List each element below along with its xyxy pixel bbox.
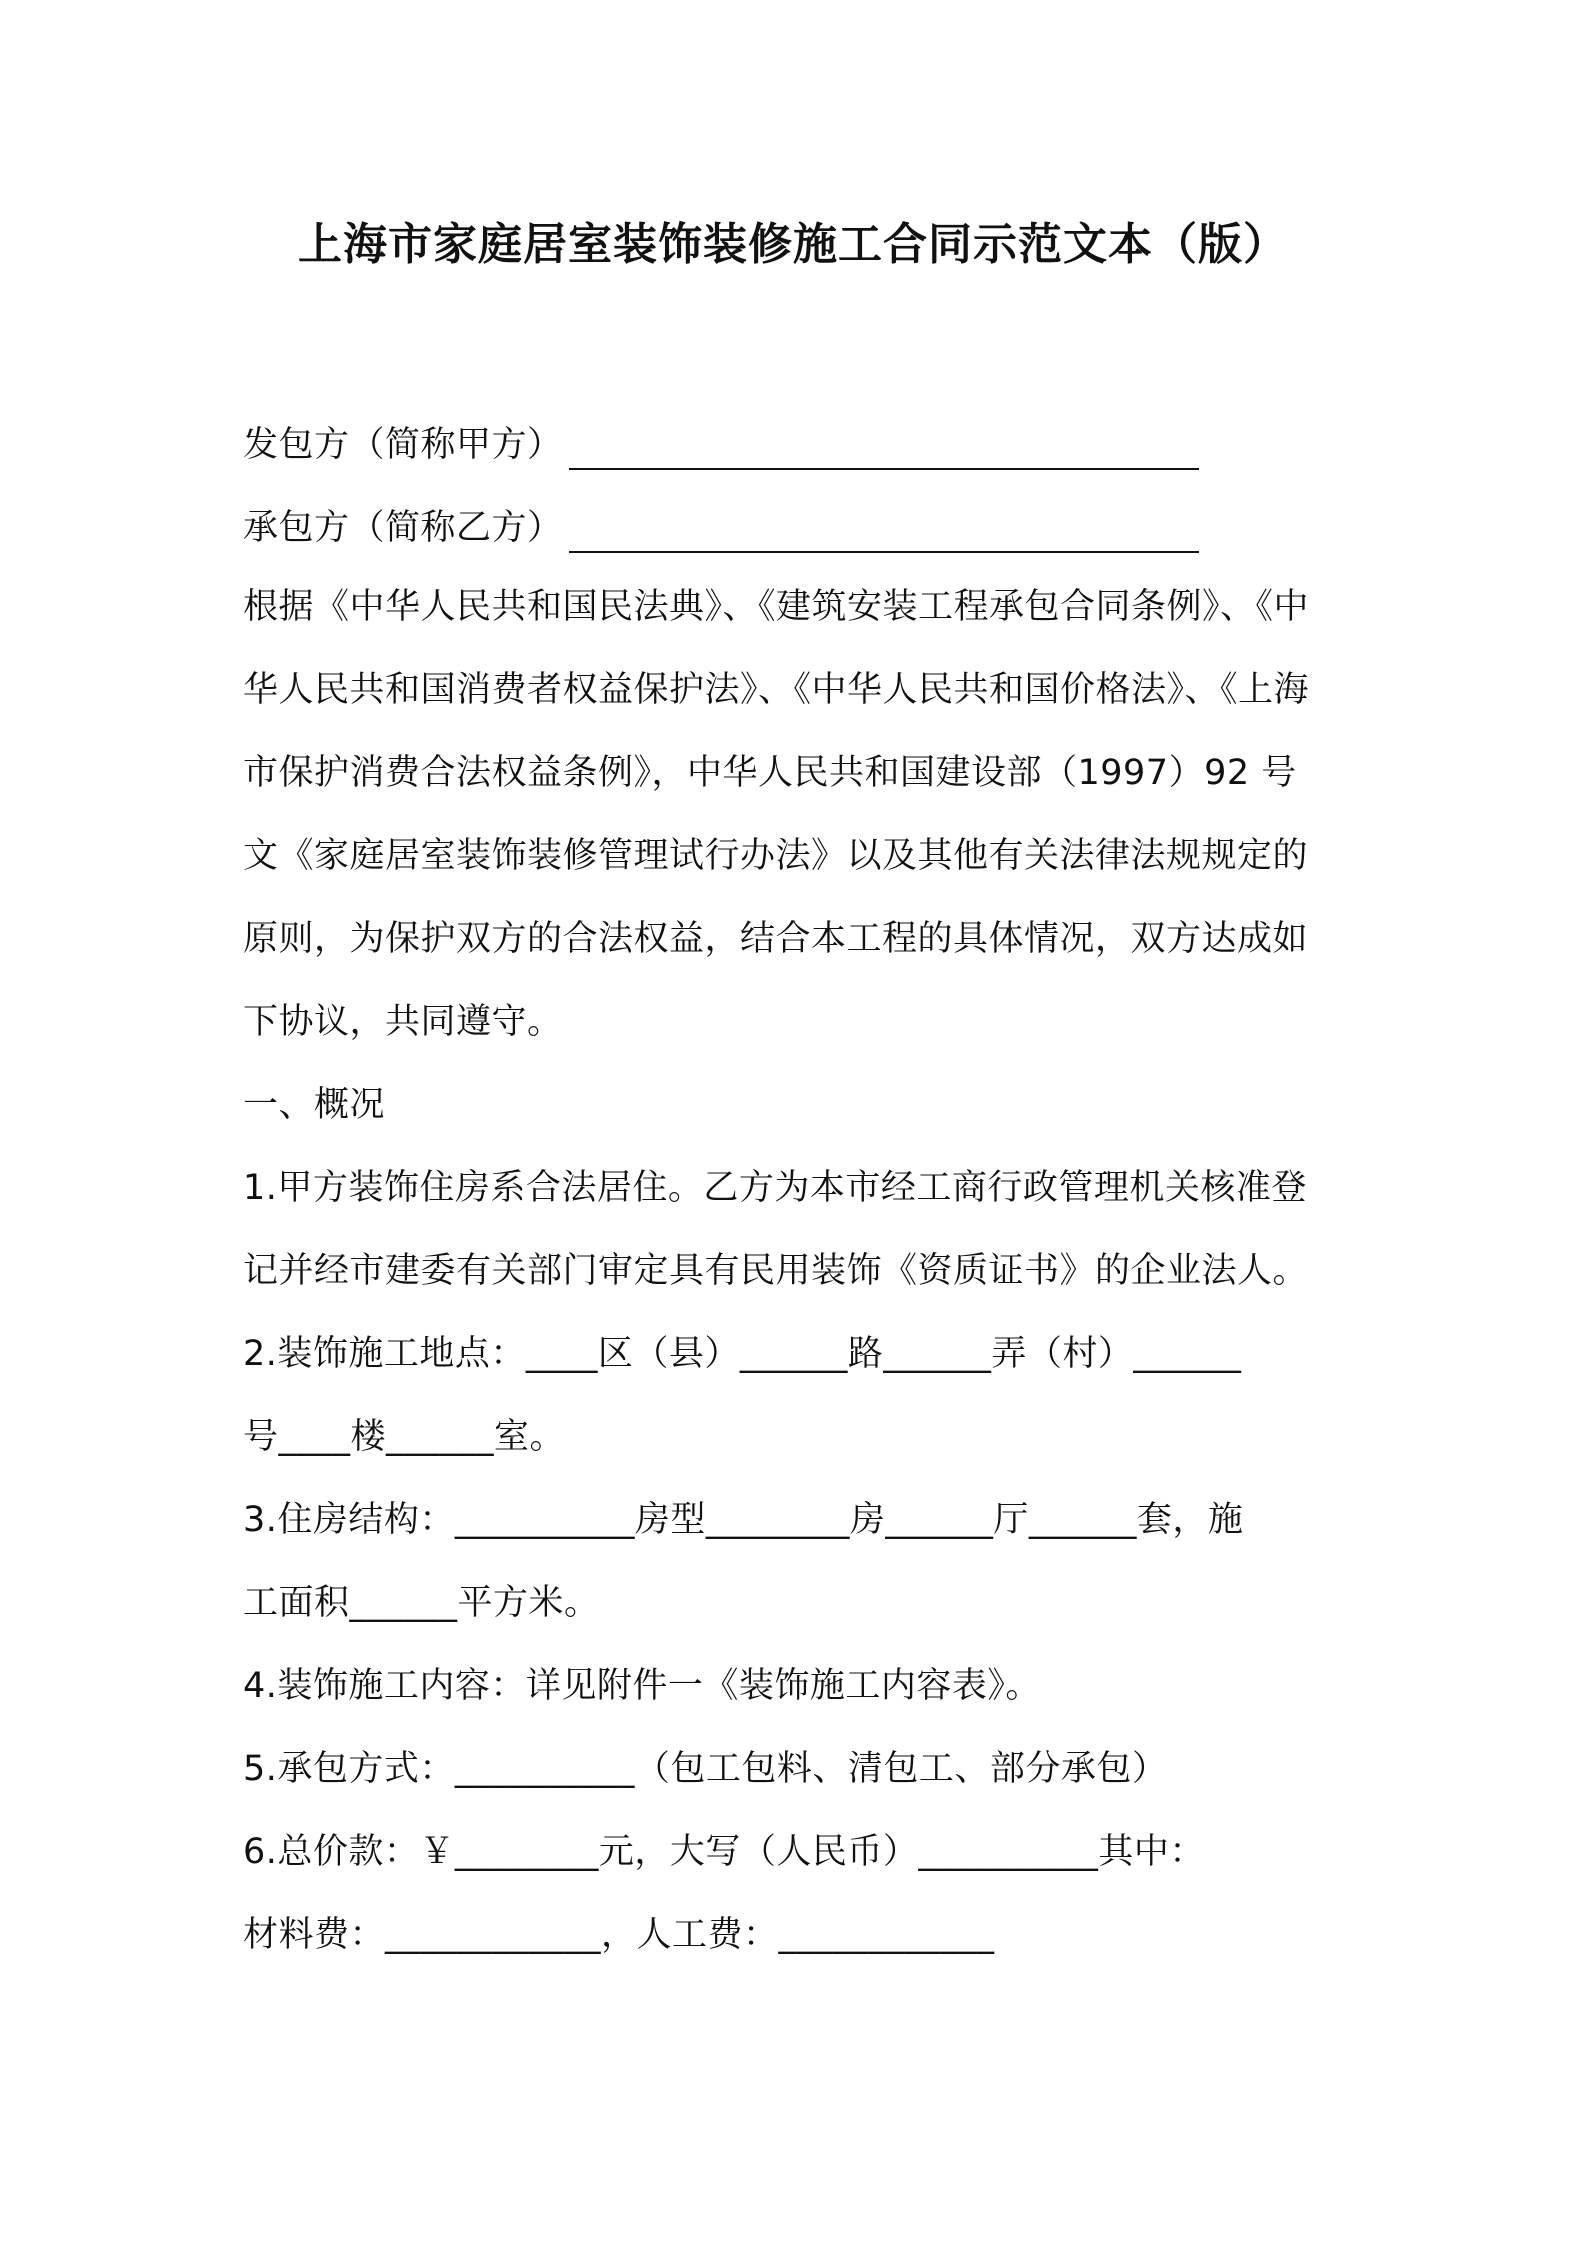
party-a-blank xyxy=(569,434,1199,470)
clause-line: 3.住房结构：__________房型________房______厅______套，施 xyxy=(243,1500,1244,1540)
party-a-line xyxy=(243,420,1363,470)
party-a-label: 发包方（简称甲方） xyxy=(243,425,563,465)
clause-line: 记并经市建委有关部门审定具有民用装饰《资质证书》的企业法人。 xyxy=(243,1251,1309,1291)
clause-line: 材料费：____________，人工费：____________ xyxy=(243,1915,995,1955)
preamble-line: 原则，为保护双方的合法权益，结合本工程的具体情况，双方达成如 xyxy=(243,919,1309,959)
document-title: 上海市家庭居室装饰装修施工合同示范文本（版） xyxy=(298,219,1288,270)
preamble-line: 文《家庭居室装饰装修管理试行办法》以及其他有关法律法规规定的 xyxy=(243,836,1309,876)
section-heading: 一、概况 xyxy=(243,1085,386,1125)
clause-line: 6.总价款：￥________元，大写（人民币）__________其中： xyxy=(243,1832,1205,1872)
clause-line: 号____楼______室。 xyxy=(243,1417,566,1457)
clause-line: 1.甲方装饰住房系合法居住。乙方为本市经工商行政管理机关核准登 xyxy=(243,1168,1307,1208)
clause-line: 4.装饰施工内容：详见附件一《装饰施工内容表》。 xyxy=(243,1666,1041,1706)
party-b-blank xyxy=(569,517,1199,553)
preamble-line: 根据《中华人民共和国民法典》、《建筑安装工程承包合同条例》、《中 xyxy=(243,587,1310,627)
clause-line: 2.装饰施工地点：____区（县）______路______弄（村）______ xyxy=(243,1334,1242,1374)
party-b-line xyxy=(243,503,1363,553)
preamble-line: 市保护消费合法权益条例》，中华人民共和国建设部（1997）92 号 xyxy=(243,753,1297,793)
clause-line: 5.承包方式：__________（包工包料、清包工、部分承包） xyxy=(243,1749,1168,1789)
party-b-label: 承包方（简称乙方） xyxy=(243,508,563,548)
preamble-line: 下协议，共同遵守。 xyxy=(243,1002,563,1042)
clause-line: 工面积______平方米。 xyxy=(243,1583,600,1623)
preamble-line: 华人民共和国消费者权益保护法》、《中华人民共和国价格法》、《上海 xyxy=(243,670,1310,710)
